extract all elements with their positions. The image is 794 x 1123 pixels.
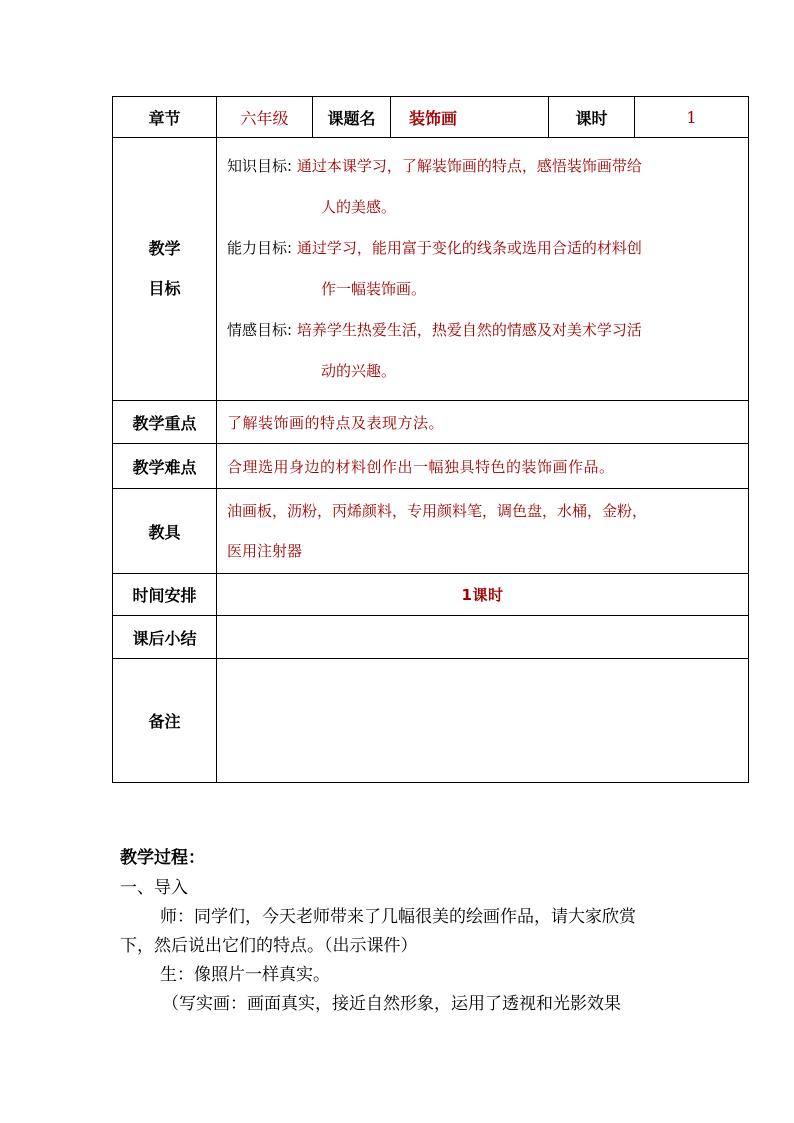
objective-continuation: 作一幅装饰画。	[321, 280, 427, 298]
tools-label: 教具	[113, 489, 217, 574]
key-points-value: 了解装饰画的特点及表现方法。	[217, 401, 749, 444]
objective-lead: 能力目标:	[227, 239, 293, 257]
notes-label: 备注	[113, 659, 217, 783]
process-line: 生：像照片一样真实。	[160, 965, 330, 985]
objective-continuation: 动的兴趣。	[321, 362, 397, 380]
period-value: 1	[635, 97, 749, 138]
topic-value: 装饰画	[391, 97, 549, 138]
knowledge-objective	[227, 146, 742, 228]
difficulties-label: 教学难点	[113, 444, 217, 489]
schedule-label: 时间安排	[113, 574, 217, 616]
objective-text: 培养学生热爱生活，热爱自然的情感及对美术学习活	[296, 321, 642, 339]
chapter-value: 六年级	[217, 97, 313, 138]
ability-objective	[227, 228, 742, 310]
chapter-label: 章节	[113, 97, 217, 138]
summary-row	[113, 616, 749, 659]
objectives-label-line-1: 教学	[148, 239, 181, 258]
notes-row	[113, 659, 749, 783]
difficulties-value: 合理选用身边的材料创作出一幅独具特色的装饰画作品。	[217, 444, 749, 489]
objective-continuation: 人的美感。	[321, 198, 397, 216]
process-line: 下，然后说出它们的特点。（出示课件）	[120, 936, 418, 956]
tools-cell	[217, 489, 749, 574]
process-line: （写实画：画面真实，接近自然形象，运用了透视和光影效果	[162, 994, 621, 1014]
schedule-row	[113, 574, 749, 616]
process-line: 师：同学们，今天老师带来了几幅很美的绘画作品，请大家欣赏	[160, 907, 636, 927]
summary-label: 课后小结	[113, 616, 217, 659]
schedule-value: 1课时	[217, 574, 749, 616]
objective-text: 通过学习，能用富于变化的线条或选用合适的材料创	[296, 239, 642, 257]
summary-value	[217, 616, 749, 659]
topic-label: 课题名	[313, 97, 391, 138]
key-points-label: 教学重点	[113, 401, 217, 444]
objectives-cell	[217, 138, 749, 401]
objectives-label	[113, 138, 217, 401]
key-points-row	[113, 401, 749, 444]
objective-lead: 知识目标:	[227, 157, 293, 175]
tools-value-line-1: 油画板，沥粉，丙烯颜料，专用颜料笔，调色盘，水桶，金粉，	[227, 502, 648, 520]
objective-text: 通过本课学习，了解装饰画的特点，感悟装饰画带给	[296, 157, 642, 175]
header-row	[113, 97, 749, 138]
tools-row	[113, 489, 749, 574]
objectives-label-line-2: 目标	[148, 279, 181, 298]
section-heading-intro: 一、导入	[120, 878, 188, 898]
lesson-plan-table	[112, 96, 749, 783]
emotion-objective	[227, 310, 742, 392]
notes-value	[217, 659, 749, 783]
period-label: 课时	[549, 97, 635, 138]
objectives-row	[113, 138, 749, 401]
objective-lead: 情感目标:	[227, 321, 293, 339]
tools-value-line-2: 医用注射器	[227, 542, 303, 560]
process-title: 教学过程：	[120, 848, 205, 868]
teaching-process	[120, 842, 720, 1019]
difficulties-row	[113, 444, 749, 489]
